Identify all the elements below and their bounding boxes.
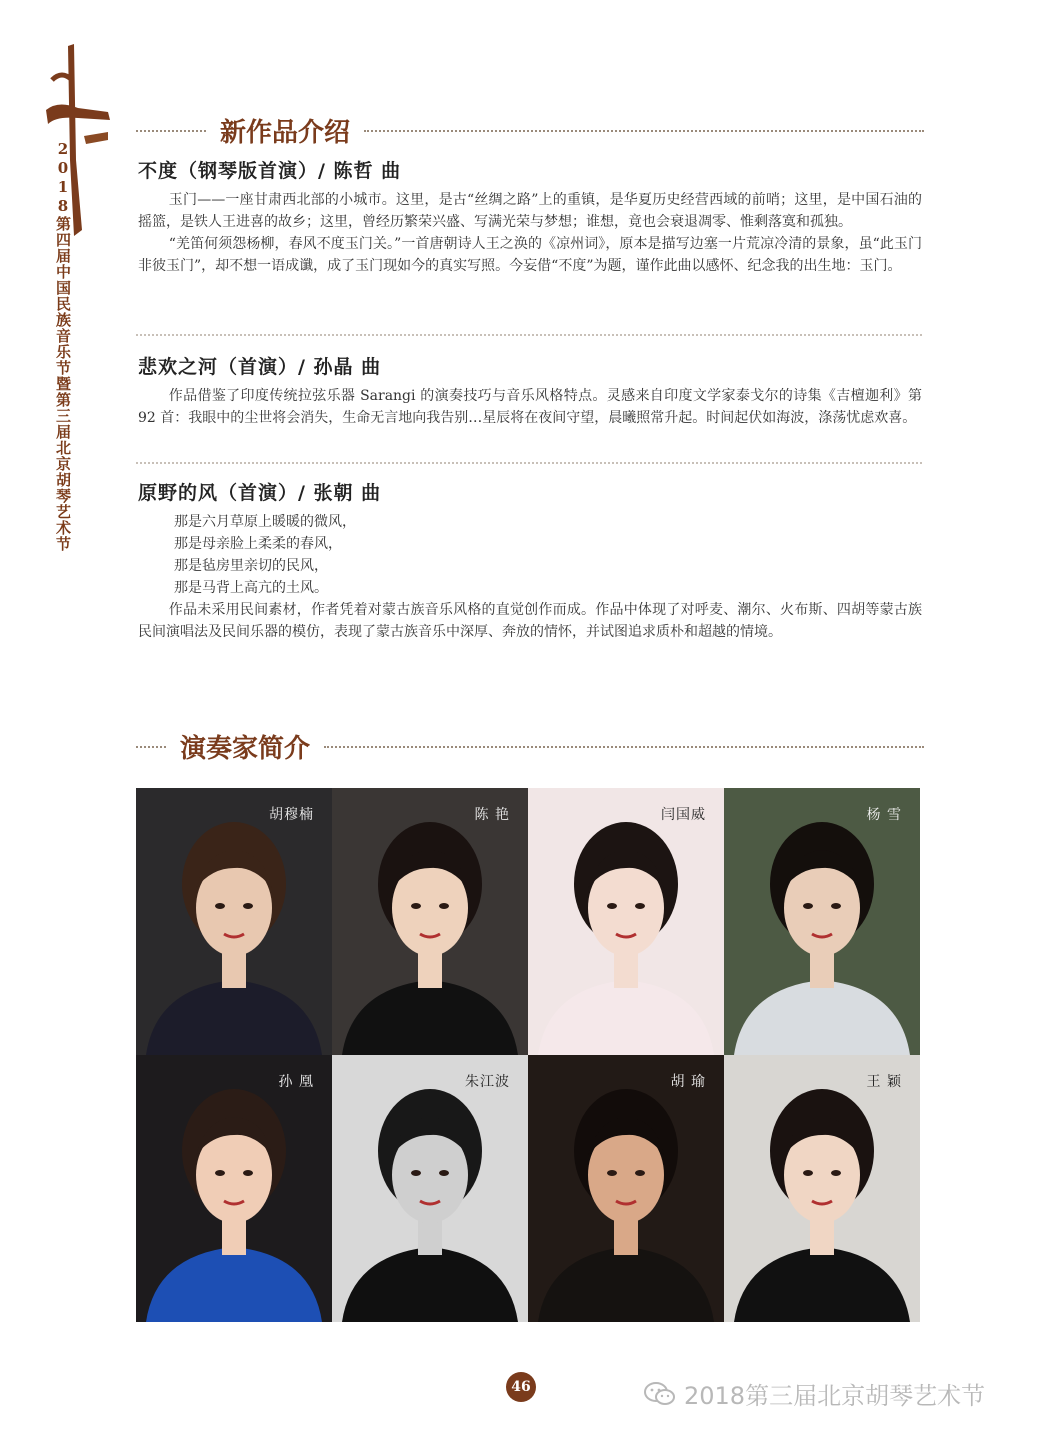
portrait-eye: [635, 1170, 645, 1176]
performer-card: [332, 1055, 528, 1322]
work-title: 原野的风（首演）/ 张朝 曲: [138, 482, 382, 504]
brush-calligraphy-logo: [38, 40, 118, 240]
work-paragraph: 作品借鉴了印度传统拉弦乐器 Sarangi 的演奏技巧与音乐风格特点。灵感来自印度文学家泰戈尔的诗集《吉檀迦利》第 92 首：我眼中的尘世将会消失，生命无言地向我告别…星辰将在夜间守望，晨曦照常升起。时间起伏如海波，涤荡忧虑欢喜。: [138, 388, 922, 426]
portrait-eye: [803, 903, 813, 909]
work-title: 悲欢之河（首演）/ 孙晶 曲: [138, 356, 382, 378]
wechat-icon: [644, 1381, 676, 1407]
work-title: 不度（钢琴版首演）/ 陈哲 曲: [138, 160, 402, 182]
portrait-eye: [215, 1170, 225, 1176]
performer-portrait: [528, 788, 724, 1055]
performer-name: 胡 瑜: [670, 1074, 706, 1090]
work-item: [138, 156, 922, 277]
performer-portrait: [332, 788, 528, 1055]
works-section-header: [136, 112, 924, 149]
performer-portrait: [136, 1055, 332, 1322]
page-number: 46: [506, 1372, 536, 1402]
watermark-text: 2018第三届北京胡琴艺术节: [684, 1382, 986, 1410]
divider: [136, 462, 922, 464]
verse-line: 那是六月草原上暖暖的微风，: [174, 514, 356, 530]
wechat-watermark: [644, 1376, 985, 1411]
divider: [136, 334, 922, 336]
header-dots-left: [136, 130, 206, 132]
portrait-eye: [803, 1170, 813, 1176]
performer-portrait: [332, 1055, 528, 1322]
work-item: [138, 352, 922, 429]
performer-portrait: [528, 1055, 724, 1322]
works-section-title: 新作品介绍: [220, 118, 351, 148]
performer-card: [332, 788, 528, 1055]
performer-portrait: [724, 788, 920, 1055]
performer-name: 王 颖: [866, 1074, 902, 1090]
performer-card: [136, 788, 332, 1055]
portrait-eye: [607, 903, 617, 909]
performer-name: 杨 雪: [866, 807, 902, 823]
portrait-eye: [831, 903, 841, 909]
portrait-eye: [635, 903, 645, 909]
work-paragraph: 作品未采用民间素材，作者凭着对蒙古族音乐风格的直觉创作而成。作品中体现了对呼麦、潮尔、火布斯、四胡等蒙古族民间演唱法及民间乐器的模仿，表现了蒙古族音乐中深厚、奔放的情怀，并试图追求质朴和超越的情境。: [138, 602, 922, 640]
portrait-eye: [243, 1170, 253, 1176]
performer-card: [528, 788, 724, 1055]
header-dots-left: [136, 746, 166, 748]
portrait-eye: [607, 1170, 617, 1176]
verse-line: 那是母亲脸上柔柔的春风，: [174, 536, 342, 552]
performer-photo-grid: [136, 788, 920, 1322]
performers-section-header: [136, 728, 924, 765]
portrait-eye: [439, 1170, 449, 1176]
work-item: [138, 478, 922, 643]
performer-portrait: [724, 1055, 920, 1322]
performer-name: 胡穆楠: [269, 807, 314, 823]
header-dots-right: [324, 746, 924, 748]
performer-name: 闫国威: [661, 807, 706, 823]
portrait-eye: [411, 903, 421, 909]
performer-card: [724, 1055, 920, 1322]
portrait-eye: [831, 1170, 841, 1176]
portrait-eye: [215, 903, 225, 909]
portrait-eye: [439, 903, 449, 909]
header-dots-right: [364, 130, 924, 132]
performer-card: [136, 1055, 332, 1322]
portrait-eye: [243, 903, 253, 909]
performer-name: 孙 凰: [278, 1074, 314, 1090]
performer-name: 陈 艳: [474, 807, 510, 823]
festival-vertical-title: 2018第四届中国民族音乐节暨第三届北京胡琴艺术节: [54, 140, 72, 552]
performer-card: [724, 788, 920, 1055]
verse-line: 那是马背上高亢的土风。: [174, 580, 328, 596]
sidebar: [0, 0, 118, 1440]
work-paragraph: 玉门——一座甘肃西北部的小城市。这里，是古“丝绸之路”上的重镇，是华夏历史经营西域的前哨；这里，是中国石油的摇篮，是铁人王进喜的故乡；这里，曾经历繁荣兴盛、写满光荣与梦想；谁想，竟也会衰退凋零、惟剩落寞和孤独。: [138, 192, 922, 230]
portrait-eye: [411, 1170, 421, 1176]
performer-portrait: [136, 788, 332, 1055]
performer-name: 朱江波: [465, 1074, 510, 1090]
verse-line: 那是毡房里亲切的民风，: [174, 558, 328, 574]
performers-section-title: 演奏家简介: [180, 734, 311, 764]
work-paragraph: “羌笛何须怨杨柳，春风不度玉门关。”一首唐朝诗人王之涣的《凉州词》，原本是描写边塞一片荒凉冷清的景象，虽“此玉门非彼玉门”，却不想一语成谶，成了玉门现如今的真实写照。今妄借“不度”为题，谨作此曲以感怀、纪念我的出生地：玉门。: [138, 236, 922, 274]
performer-card: [528, 1055, 724, 1322]
